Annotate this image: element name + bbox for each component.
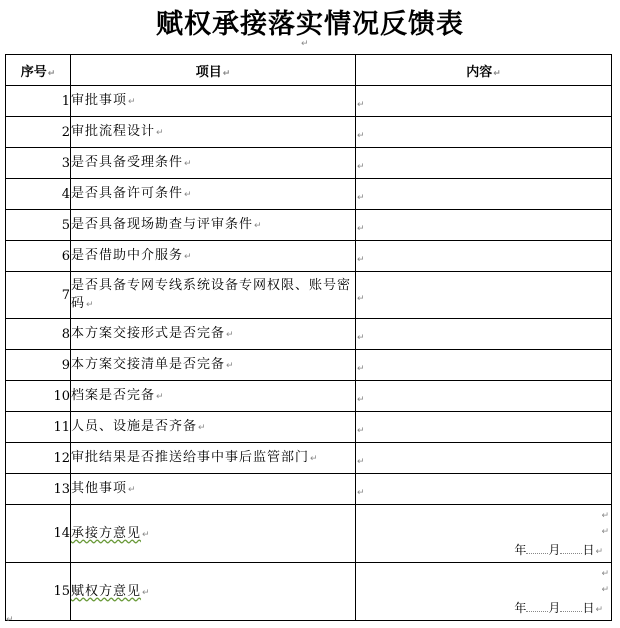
opinion-content-cell[interactable]: ↵ ↵ 年 月 日↵ <box>356 505 612 563</box>
content-cell[interactable]: ↵ <box>356 86 612 117</box>
table-row <box>6 179 612 210</box>
row-item: 审批流程设计↵ <box>71 117 356 148</box>
content-cell[interactable]: ↵ <box>356 241 612 272</box>
row-seq: 7 <box>6 272 71 319</box>
table-row <box>6 148 612 179</box>
row-item: 本方案交接清单是否完备↵ <box>71 350 356 381</box>
row-seq: 8 <box>6 319 71 350</box>
table-row <box>6 381 612 412</box>
row-item: 其他事项↵ <box>71 474 356 505</box>
table-row <box>6 474 612 505</box>
table-row <box>6 210 612 241</box>
row-item: 是否具备专网专线系统设备专网权限、账号密码↵ <box>71 272 356 319</box>
table-row <box>6 117 612 148</box>
row-seq: 3 <box>6 148 71 179</box>
content-cell[interactable]: ↵ <box>356 381 612 412</box>
table-row <box>6 319 612 350</box>
paragraph-mark: ↵ <box>6 615 14 625</box>
row-seq: 10 <box>6 381 71 412</box>
row-item: 是否具备许可条件↵ <box>71 179 356 210</box>
date-line: 年 月 日↵ <box>514 601 603 615</box>
row-item: 本方案交接形式是否完备↵ <box>71 319 356 350</box>
row-item: 赋权方意见↵ <box>71 563 356 621</box>
header-row <box>6 55 612 86</box>
row-seq: 12 <box>6 443 71 474</box>
content-cell[interactable]: ↵ <box>356 179 612 210</box>
content-cell[interactable]: ↵ <box>356 148 612 179</box>
row-seq: 6 <box>6 241 71 272</box>
table-row <box>6 86 612 117</box>
row-item: 档案是否完备↵ <box>71 381 356 412</box>
row-item: 是否借助中介服务↵ <box>71 241 356 272</box>
content-cell[interactable]: ↵ <box>356 272 612 319</box>
header-item: 项目↵ <box>71 55 356 86</box>
row-item: 是否具备受理条件↵ <box>71 148 356 179</box>
row-seq: 2 <box>6 117 71 148</box>
document-title: 赋权承接落实情况反馈表 <box>156 9 464 40</box>
table-row <box>6 241 612 272</box>
row-seq: 15 <box>6 563 71 621</box>
row-seq: 9 <box>6 350 71 381</box>
opinion-content-cell[interactable]: ↵ ↵ 年 月 日↵ <box>356 563 612 621</box>
date-line: 年 月 日↵ <box>514 543 603 557</box>
opinion-row <box>6 505 612 563</box>
content-cell[interactable]: ↵ <box>356 443 612 474</box>
row-seq: 14 <box>6 505 71 563</box>
header-content: 内容↵ <box>356 55 612 86</box>
row-item: 人员、设施是否齐备↵ <box>71 412 356 443</box>
row-item: 承接方意见↵ <box>71 505 356 563</box>
row-item: 是否具备现场勘查与评审条件↵ <box>71 210 356 241</box>
table-row <box>6 272 612 319</box>
row-seq: 1 <box>6 86 71 117</box>
row-seq: 4 <box>6 179 71 210</box>
row-seq: 13 <box>6 474 71 505</box>
content-cell[interactable]: ↵ <box>356 117 612 148</box>
content-cell[interactable]: ↵ <box>356 210 612 241</box>
row-item: 审批结果是否推送给事中事后监管部门↵ <box>71 443 356 474</box>
feedback-table <box>5 54 612 621</box>
content-cell[interactable]: ↵ <box>356 350 612 381</box>
header-seq: 序号↵ <box>6 55 71 86</box>
row-seq: 5 <box>6 210 71 241</box>
content-cell[interactable]: ↵ <box>356 412 612 443</box>
paragraph-mark: ↵ <box>301 39 309 49</box>
content-cell[interactable]: ↵ <box>356 319 612 350</box>
table-row <box>6 350 612 381</box>
table-row <box>6 443 612 474</box>
opinion-row <box>6 563 612 621</box>
content-cell[interactable]: ↵ <box>356 474 612 505</box>
row-item: 审批事项↵ <box>71 86 356 117</box>
table-row <box>6 412 612 443</box>
row-seq: 11 <box>6 412 71 443</box>
